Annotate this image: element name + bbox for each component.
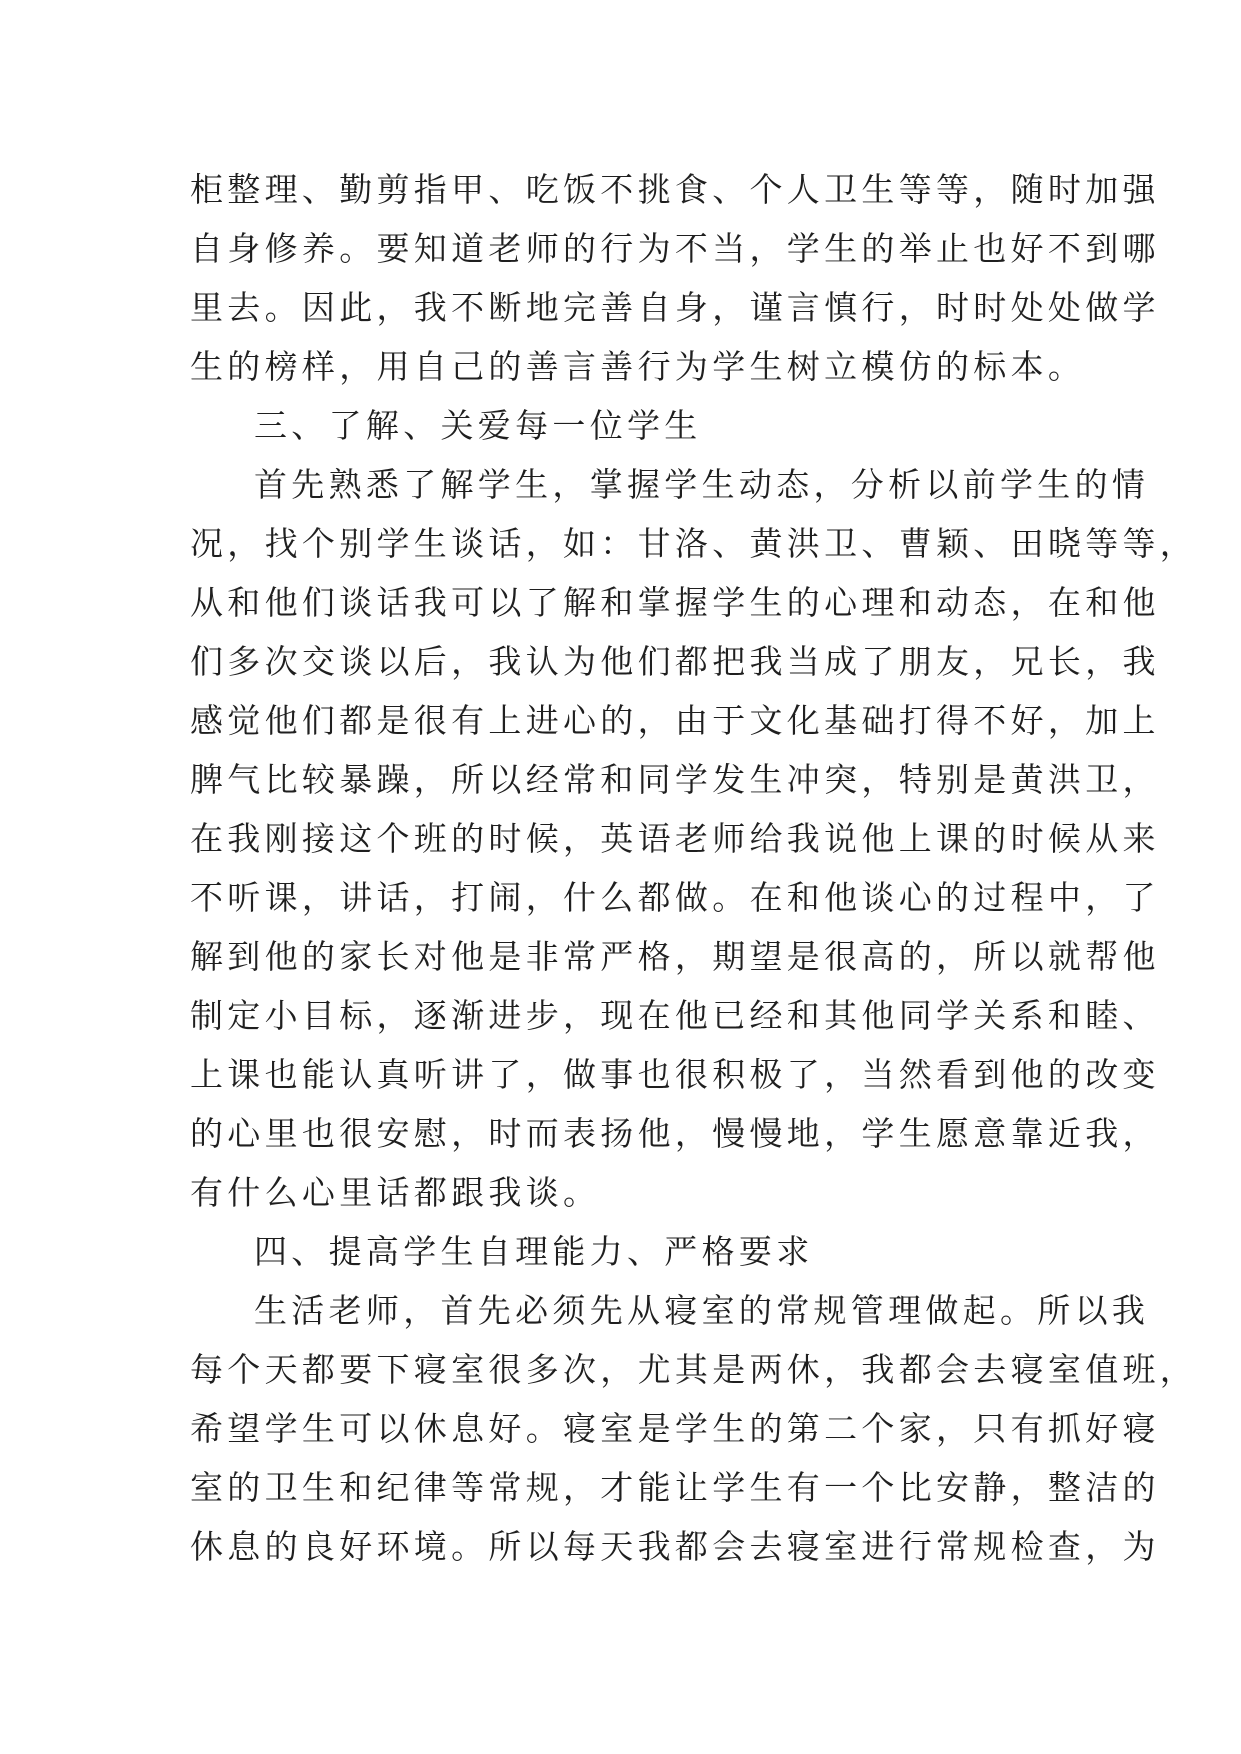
text-line: 脾气比较暴躁，所以经常和同学发生冲突，特别是黄洪卫， — [190, 760, 1160, 799]
text-line: 生的榜样，用自己的善言善行为学生树立模仿的标本。 — [190, 347, 1086, 386]
text-line: 解到他的家长对他是非常严格，期望是很高的，所以就帮他 — [190, 937, 1160, 976]
text-line: 自身修养。要知道老师的行为不当，学生的举止也好不到哪 — [190, 229, 1160, 268]
text-line: 在我刚接这个班的时候，英语老师给我说他上课的时候从来 — [190, 819, 1160, 858]
text-line: 希望学生可以休息好。寝室是学生的第二个家，只有抓好寝 — [190, 1409, 1160, 1448]
text-line: 不听课，讲话，打闹，什么都做。在和他谈心的过程中，了 — [190, 878, 1160, 917]
text-line: 制定小目标，逐渐进步，现在他已经和其他同学关系和睦、 — [190, 996, 1160, 1035]
text-line: 的心里也很安慰，时而表扬他，慢慢地，学生愿意靠近我， — [190, 1114, 1160, 1153]
text-line: 上课也能认真听讲了，做事也很积极了，当然看到他的改变 — [190, 1055, 1160, 1094]
body-text — [190, 160, 1198, 1576]
text-line: 生活老师，首先必须先从寝室的常规管理做起。所以我 — [254, 1291, 1150, 1330]
section-heading-3: 三、了解、关爱每一位学生 — [254, 406, 702, 445]
text-line: 感觉他们都是很有上进心的，由于文化基础打得不好，加上 — [190, 701, 1160, 740]
text-line: 柜整理、勤剪指甲、吃饭不挑食、个人卫生等等，随时加强 — [190, 170, 1160, 209]
text-line: 室的卫生和纪律等常规，才能让学生有一个比安静，整洁的 — [190, 1468, 1160, 1507]
text-line: 休息的良好环境。所以每天我都会去寝室进行常规检查，为 — [190, 1527, 1160, 1566]
text-line: 里去。因此，我不断地完善自身，谨言慎行，时时处处做学 — [190, 288, 1160, 327]
text-line: 首先熟悉了解学生，掌握学生动态，分析以前学生的情 — [254, 465, 1150, 504]
text-line: 有什么心里话都跟我谈。 — [190, 1173, 601, 1212]
text-line: 每个天都要下寝室很多次，尤其是两休，我都会去寝室值班， — [190, 1350, 1198, 1389]
text-line: 从和他们谈话我可以了解和掌握学生的心理和动态，在和他 — [190, 583, 1160, 622]
text-line: 况，找个别学生谈话，如：甘洛、黄洪卫、曹颖、田晓等等， — [190, 524, 1198, 563]
section-heading-4: 四、提高学生自理能力、严格要求 — [254, 1232, 814, 1271]
text-line: 们多次交谈以后，我认为他们都把我当成了朋友，兄长，我 — [190, 642, 1160, 681]
